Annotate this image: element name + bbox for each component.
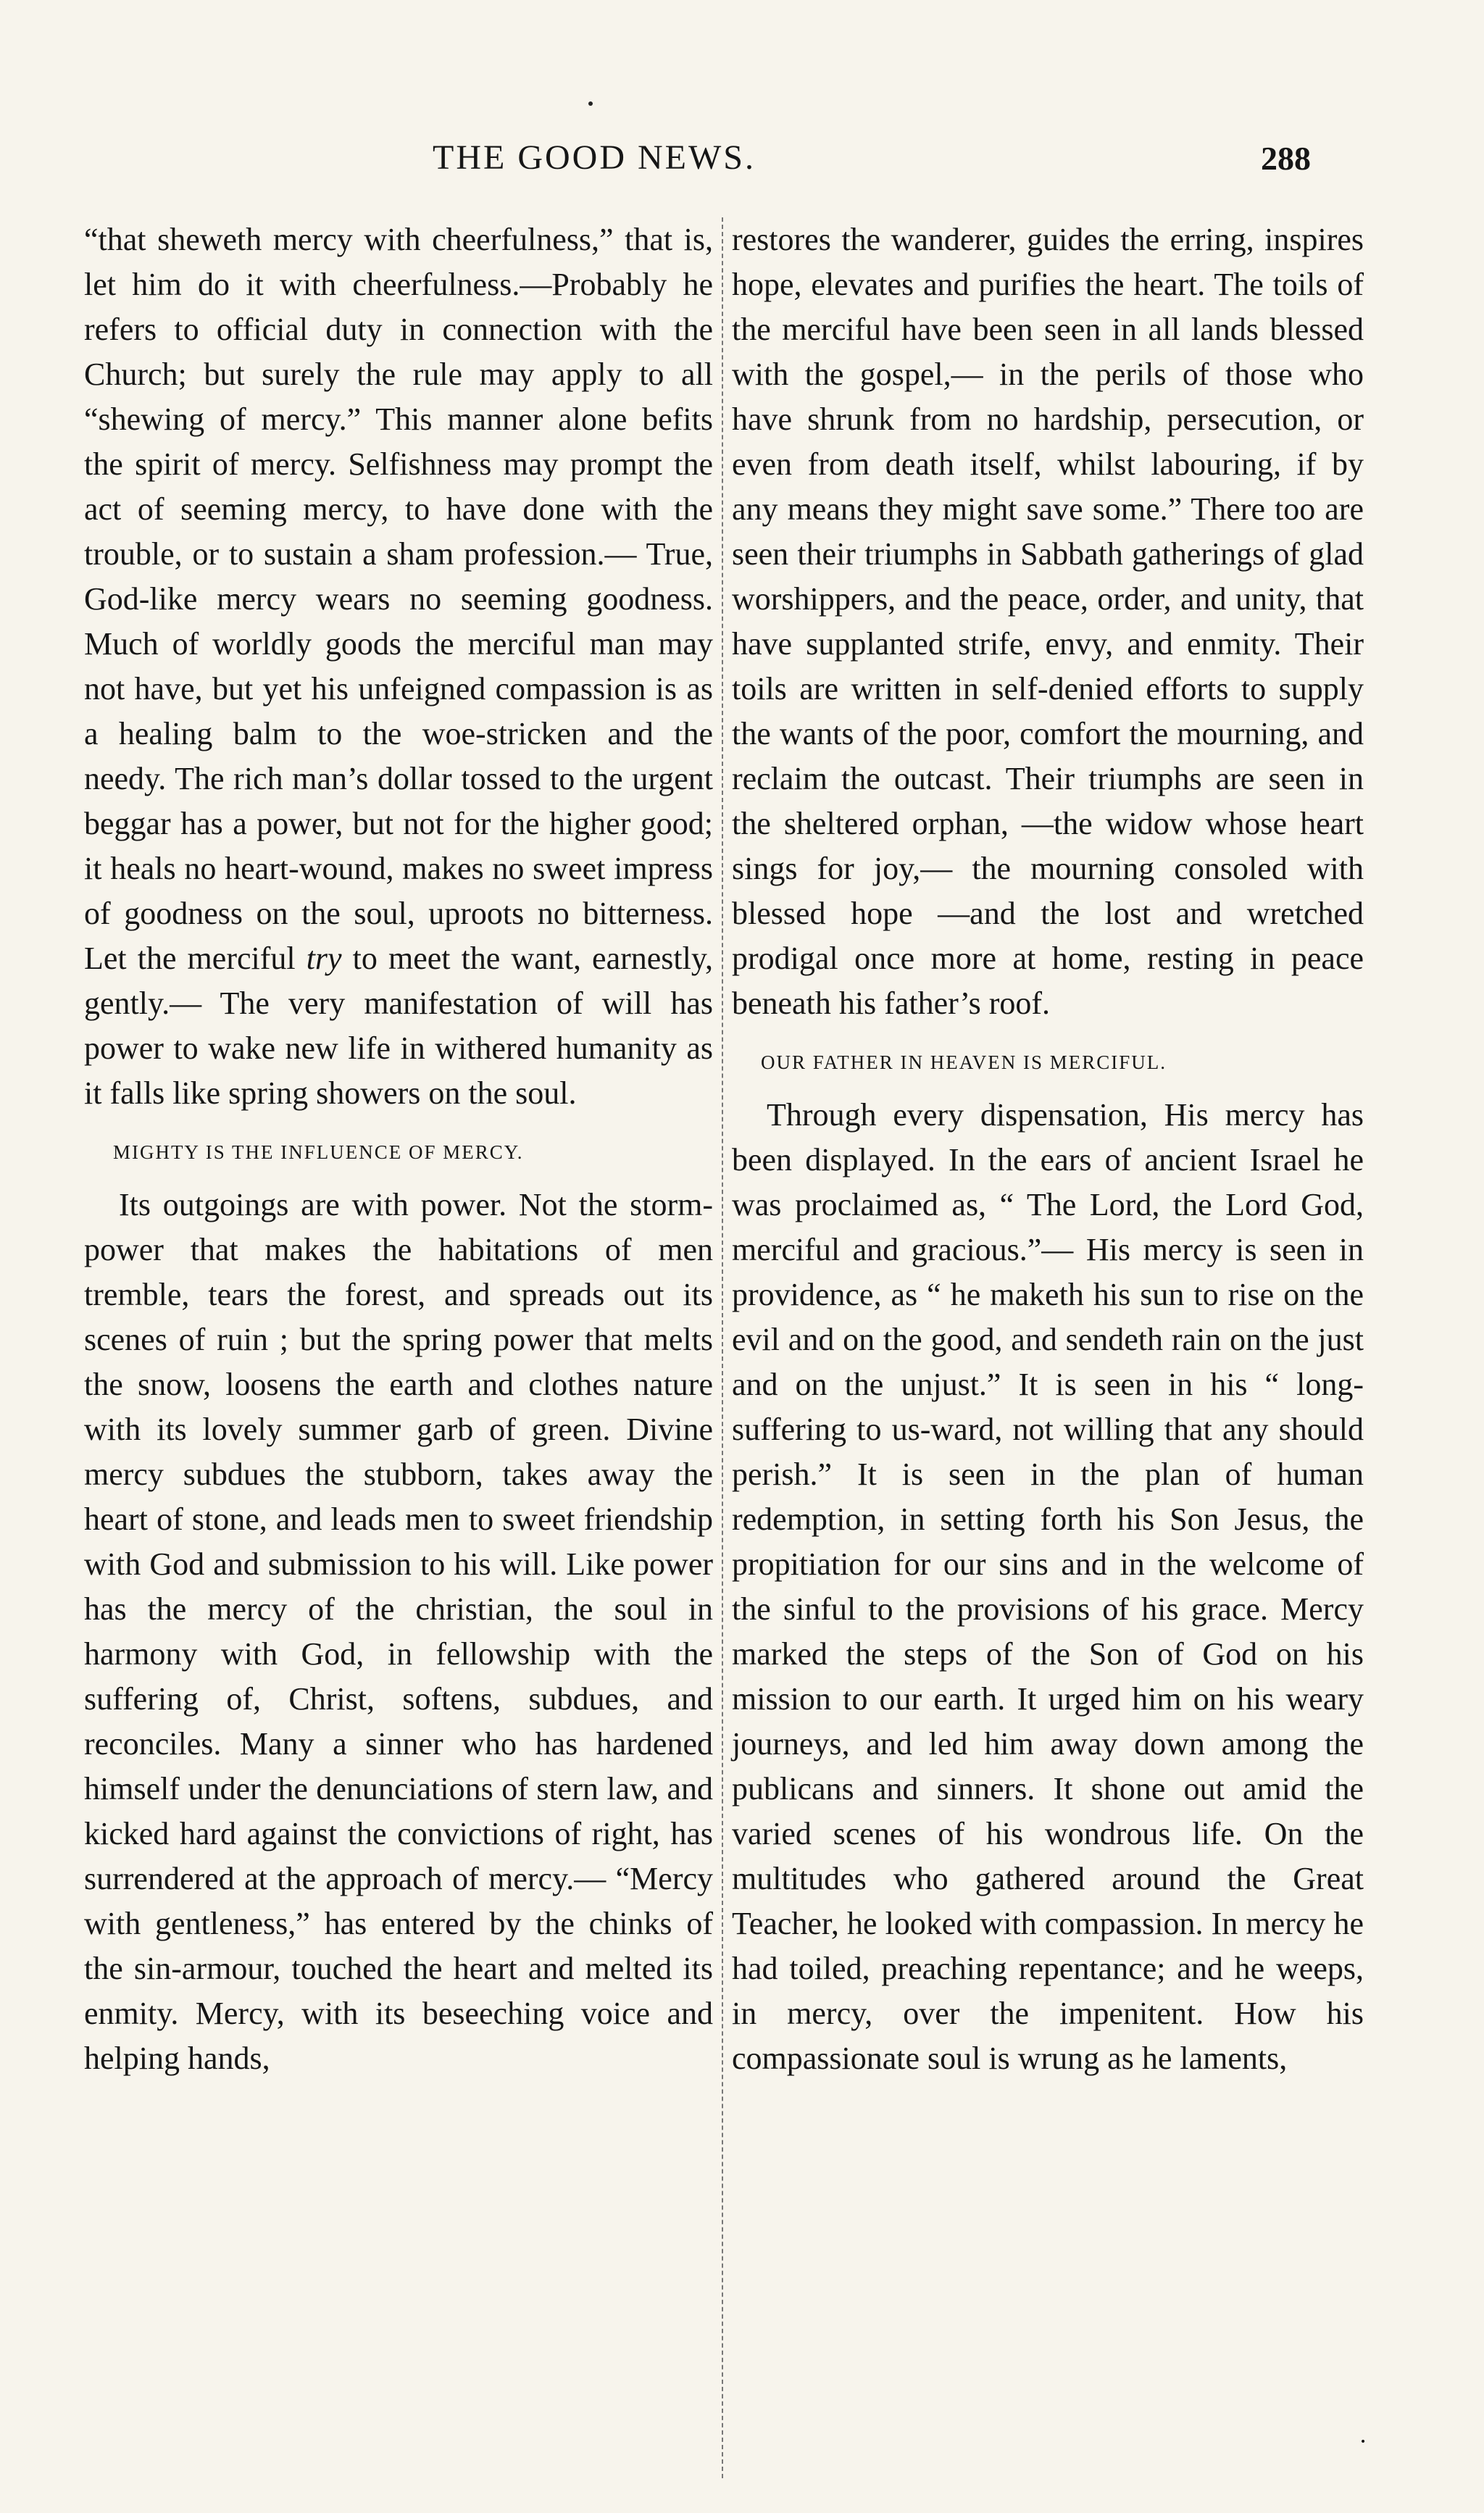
left-paragraph-1-emphasis: try bbox=[306, 941, 342, 976]
section-heading-influence: MIGHTY IS THE INFLUENCE OF MERCY. bbox=[113, 1141, 524, 1163]
left-paragraph-2: Its outgoings are with power. Not the storm-power that makes the habitations of men tremble, tears the forest, and spreads out its scenes of ruin ; but the spring power that melts the snow, loosens the earth and clothes nature with its lovely summer garb of green. Divine mercy subdues the stubborn, takes away the heart of stone, and leads men to sweet friendship with God and submission to his will. Like power has the mercy of the christian, the soul in harmony with God, in fellowship with the suffering of, Christ, softens, subdues, and reconciles. Many a sinner who has hardened himself under the denunciations of stern law, and kicked hard against the convictions of right, has surrendered at the approach of mercy.— “Mercy with gentleness,” has entered by the chinks of the sin-armour, touched the heart and melted its enmity. Mercy, with its beseeching voice and helping hands, bbox=[84, 1187, 713, 2076]
right-paragraph-2: Through every dispensation, His mercy has been displayed. In the ears of ancient Israel he was proclaimed as, “ The Lord, the Lord God, merciful and gracious.”— His mercy is seen in providence, as “ he maketh his sun to rise on the evil and on the good, and sendeth rain on the just and on the unjust.” It is seen in his “ long-suffering to us-ward, not willing that any should perish.” It is seen in the plan of human redemption, in setting forth his Son Jesus, the propitiation for our sins and in the welcome of the sinful to the provisions of his grace. Mercy marked the steps of the Son of God on his mission to our earth. It urged him on his weary journeys, and led him away down among the publicans and sinners. It shone out amid the varied scenes of his wondrous life. On the multitudes who gathered around the Great Teacher, he looked with compassion. In mercy he had toiled, preaching repentance; and he weeps, in mercy, over the impenitent. How his compassionate soul is wrung as he laments, bbox=[732, 1097, 1364, 2076]
right-column bbox=[732, 217, 1364, 2081]
ink-dot bbox=[588, 101, 593, 106]
left-paragraph-1-text-a: “that sheweth mercy with cheerfulness,” that is, let him do it with cheerfulness.—Probably he refers to official duty in connection with the Church; but surely the rule may apply to all “shewing of mercy.” This manner alone befits the spirit of mercy. Selfishness may prompt the act of seeming mercy, to have done with the trouble, or to sustain a sham profession.— True, God-like mercy wears no seeming goodness. Much of worldly goods the merciful man may not have, but yet his unfeigned compassion is as a healing balm to the woe-stricken and the needy. The rich man’s dollar tossed to the urgent beggar has a power, but not for the higher good; it heals no heart-wound, makes no sweet impress of goodness on the soul, uproots no bitterness. Let the merciful bbox=[84, 222, 713, 976]
left-column bbox=[84, 217, 713, 2081]
column-divider bbox=[722, 217, 723, 2478]
page-header bbox=[0, 138, 1484, 188]
left-paragraph-1 bbox=[84, 217, 713, 1116]
running-title: THE GOOD NEWS. bbox=[433, 138, 756, 177]
page-number: 288 bbox=[1261, 140, 1311, 177]
left-paragraph-1-text-b: to meet the want, earnestly, gently.— The very manifestation of will has power to wake new life in withered humanity as it falls like spring showers on the soul. bbox=[84, 941, 713, 1111]
ink-mark: · bbox=[1359, 2427, 1367, 2455]
right-paragraph-1: restores the wanderer, guides the erring, inspires hope, elevates and purifies the heart. The toils of the merciful have been seen in all lands blessed with the gospel,— in the perils of those who have shrunk from no hardship, persecution, or even from death itself, whilst labouring, if by any means they might save some.” There too are seen their triumphs in Sabbath gatherings of glad worshippers, and the peace, order, and unity, that have supplanted strife, envy, and enmity. Their toils are written in self-denied efforts to supply the wants of the poor, comfort the mourning, and reclaim the outcast. Their triumphs are seen in the sheltered orphan, —the widow whose heart sings for joy,— the mourning consoled with blessed hope —and the lost and wretched prodigal once more at home, resting in peace beneath his father’s roof. bbox=[732, 222, 1364, 1021]
section-heading-merciful: OUR FATHER IN HEAVEN IS MERCIFUL. bbox=[761, 1051, 1167, 1073]
